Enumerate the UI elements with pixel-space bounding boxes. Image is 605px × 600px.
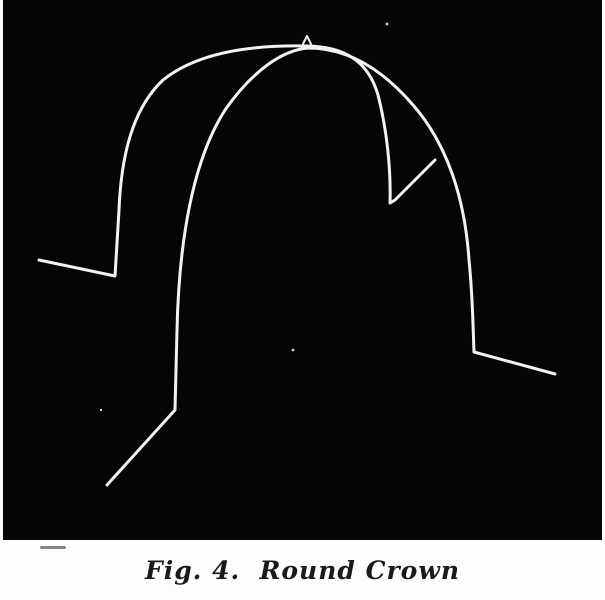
crown-peak-mark [303, 36, 311, 44]
figure-caption: Fig. 4. Round Crown [144, 556, 461, 585]
tooth-profile-left-curve [39, 46, 435, 276]
plate-specks [100, 23, 389, 412]
figure-plate [3, 0, 602, 540]
tooth-profile-right-curve [107, 48, 555, 485]
gear-tooth-diagram [3, 0, 602, 540]
print-speck [40, 546, 66, 549]
